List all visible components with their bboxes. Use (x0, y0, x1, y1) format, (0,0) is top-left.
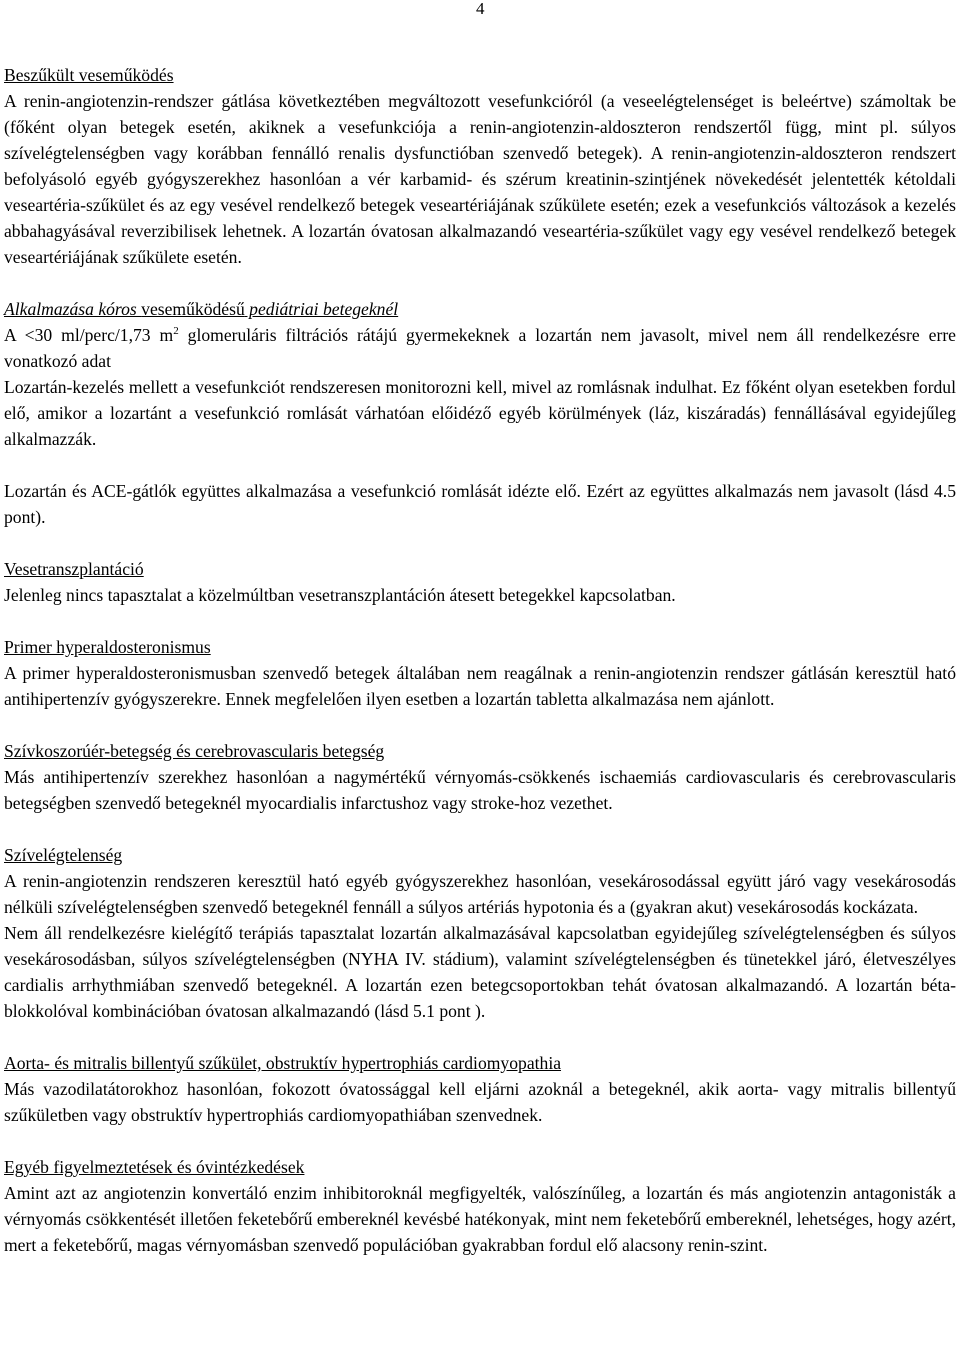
section-heart-failure (4, 842, 956, 1024)
section-heading: Primer hyperaldosteronismus (4, 637, 211, 657)
paragraph: Jelenleg nincs tapasztalat a közelmúltban vesetranszplantáción átesett betegekkel kapcsolatban. (4, 585, 676, 605)
section-heading: Szívelégtelenség (4, 845, 123, 865)
section-coronary (4, 738, 956, 816)
heading-part: pediátriai betegeknél (244, 299, 399, 319)
section-ace (4, 478, 956, 530)
paragraph: Lozartán és ACE-gátlók együttes alkalmazása a vesefunkció romlását idézte elő. Ezért az együttes alkalmazás nem javasolt (lásd 4.5 pont). (4, 481, 956, 527)
section-heading: Vesetranszplantáció (4, 559, 144, 579)
page-number: 4 (476, 0, 485, 18)
paragraph: Nem áll rendelkezésre kielégítő terápiás tapasztalat lozartán alkalmazásával kapcsolatban egyidejűleg szívelégtelenségben és súlyos vesekárosodásban, súlyos szívelégtelenségben (NYHA IV. stádium), valamint szívelégtelenségben és tünetekkel járó, életveszélyes cardialis arrhythmiában szenvedő betegeknél. A lozartán ezen betegcsoportokban tehát óvatosan alkalmazandó. A lozartán béta-blokkolóval kombinációban óvatosan alkalmazandó (lásd 5.1 pont ). (4, 923, 956, 1021)
paragraph: A primer hyperaldosteronismusban szenvedő betegek általában nem reagálnak a renin-angiotenzin rendszer gátlásán keresztül ható antihipertenzív gyógyszerekre. Ennek megfelelően ilyen esetben a lozartán tabletta alkalmazása nem ajánlott. (4, 663, 956, 709)
section-other-warnings (4, 1154, 956, 1258)
section-transplant (4, 556, 956, 608)
section-pediatric (4, 296, 956, 452)
paragraph: Más vazodilatátorokhoz hasonlóan, fokozott óvatossággal kell eljárni azoknál a betegeknél, akik aorta- vagy mitralis billentyű szűkületben vagy obstruktív hypertrophiás cardiomyopathiában szenvednek. (4, 1079, 956, 1125)
paragraph: Más antihipertenzív szerekhez hasonlóan a nagymértékű vérnyomás-csökkenés ischaemiás cardiovascularis és cerebrovascularis betegségben szenvedő betegeknél myocardialis infarctushoz vagy stroke-hoz vezethet. (4, 767, 956, 813)
paragraph: Lozartán-kezelés mellett a vesefunkciót rendszeresen monitorozni kell, mivel az romlásnak indulhat. Ez főként olyan esetekben fordul elő, amikor a lozartánt a vesefunkció romlását várhatóan előidéző egyéb körülmények (láz, kiszáradás) fennállásával egyidejűleg alkalmazzák. (4, 377, 956, 449)
text-run: glomeruláris filtrációs rátájú gyermekeknek a lozartán nem javasolt, mivel nem áll rendelkezésre erre vonatkozó adat (4, 325, 956, 371)
paragraph: Amint azt az angiotenzin konvertáló enzim inhibitoroknál megfigyelték, valószínűleg, a lozartán és más angiotenzin antagonisták a vérnyomás csökkentését illetően feketebőrű embereknél kevésbé hatékonyak, mint nem feketebőrű embereknél, lehetséges, hogy azért, mert a feketebőrű, magas vérnyomásban szenvedő populációban gyakrabban fordul elő alacsony renin-szint. (4, 1183, 956, 1255)
section-hyperaldosteronism (4, 634, 956, 712)
section-heading: Egyéb figyelmeztetések és óvintézkedések (4, 1157, 305, 1177)
section-heading: Szívkoszorúér-betegség és cerebrovascularis betegség (4, 741, 385, 761)
paragraph: A renin-angiotenzin rendszeren keresztül ható egyéb gyógyszerekhez hasonlóan, vesekárosodással együtt járó vagy vesekárosodás nélküli szívelégtelenségben szenvedő betegeknél fennáll a súlyos artériás hypotonia és a (gyakran akut) vesekárosodás kockázata. (4, 871, 956, 917)
section-stenosis (4, 1050, 956, 1128)
heading-part: Alkalmazása kóros (4, 299, 142, 319)
document-body (4, 62, 956, 1284)
paragraph: A renin-angiotenzin-rendszer gátlása következtében megváltozott vesefunkcióról (a veseelégtelenséget is beleértve) számoltak be (főként olyan betegek esetén, akiknek a vesefunkciója a renin-angiotenzin-aldoszteron rendszertől függ, mint pl. súlyos szívelégtelenségben vagy korábban fennálló renalis dysfunctióban szenvedő betegek). A renin-angiotenzin-aldoszteron rendszert befolyásoló egyéb gyógyszerekhez hasonlóan a vér karbamid- és szérum kreatinin-szintjének növekedését jelentették kétoldali veseartéria-szűkület és az egy vesével rendelkező betegek veseartériájának szűkülete esetén; ezek a vesefunkciós változások a kezelés abbahagyásával reverzibilisek lehetnek. A lozartán óvatosan alkalmazandó veseartéria-szűkület vagy egy vesével rendelkező betegek veseartériájának szűkülete esetén. (4, 91, 956, 267)
section-heading: Aorta- és mitralis billentyű szűkület, obstruktív hypertrophiás cardiomyopathia (4, 1053, 562, 1073)
section-heading: Beszűkült veseműködés (4, 65, 174, 85)
text-run: A <30 ml/perc/1,73 m (4, 325, 174, 345)
section-heading (4, 296, 956, 322)
section-renal (4, 62, 956, 270)
superscript: 2 (173, 325, 179, 337)
heading-part: veseműködésű (141, 299, 245, 319)
paragraph (4, 322, 956, 374)
